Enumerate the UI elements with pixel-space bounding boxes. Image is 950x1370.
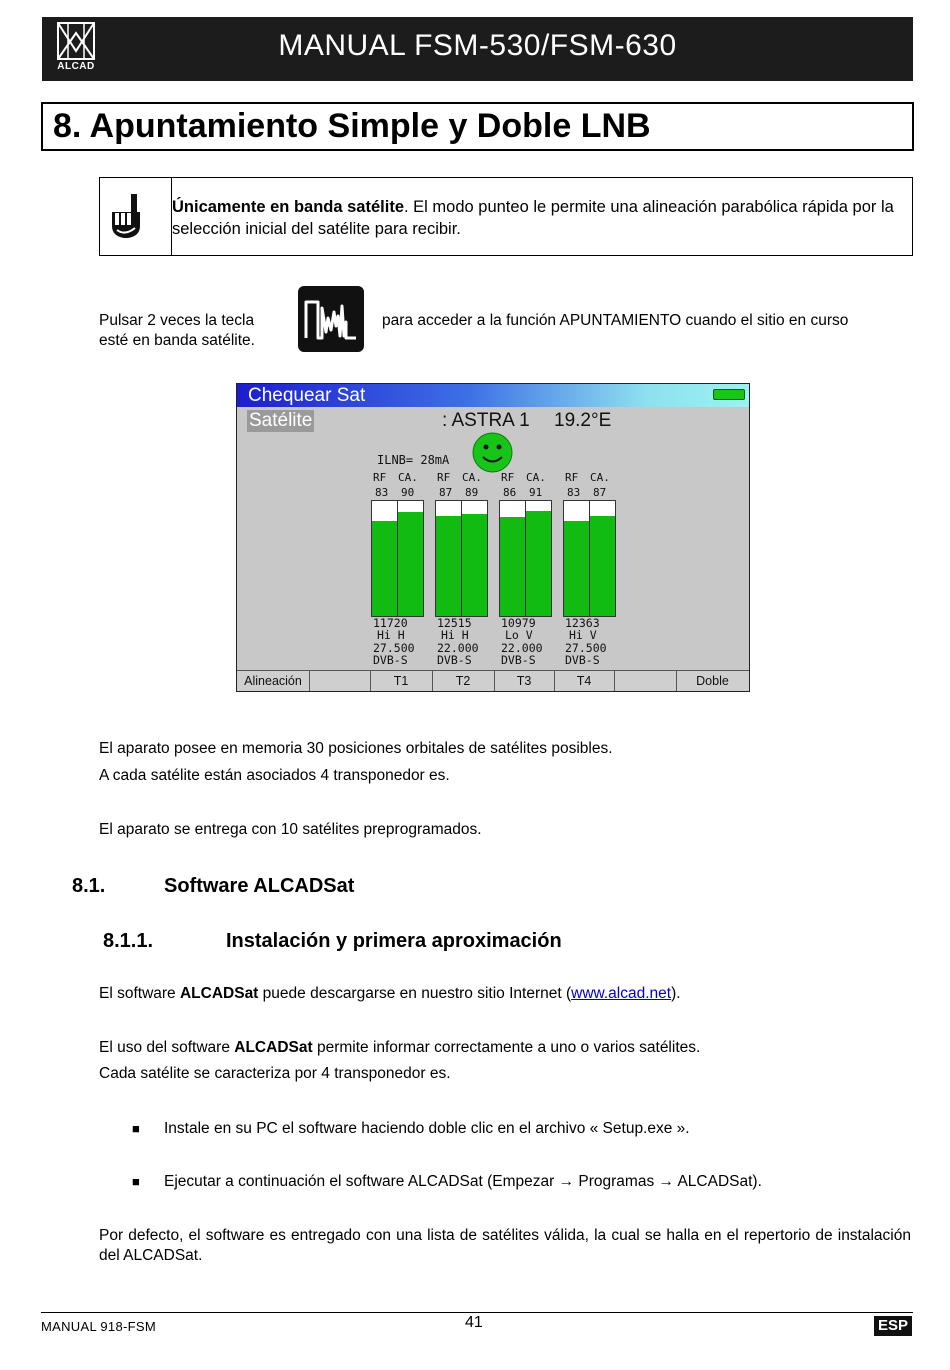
- transponder-band: Hi V: [569, 628, 597, 643]
- ca-header-label: CA.: [590, 471, 610, 484]
- transponder-symbol-rate: 22.000: [437, 640, 479, 655]
- rf-level-fill: [436, 516, 461, 616]
- paragraph-default: Por defecto, el software es entregado con una lista de satélites válida, la cual se halla en el repertorio de instalación del ALCADSat.: [99, 1227, 911, 1264]
- alcad-website-link[interactable]: www.alcad.net: [571, 985, 672, 1002]
- rf-header-label: RF: [565, 471, 579, 484]
- logo-text: ALCAD: [57, 61, 95, 72]
- ca-level-fill: [526, 511, 551, 616]
- smiley-face-icon: [472, 432, 513, 473]
- subsubsection-title: Instalación y primera aproximación: [226, 930, 562, 952]
- transponder-frequency: 10979: [501, 616, 536, 630]
- ca-header-label: CA.: [398, 471, 418, 484]
- rf-header-label: RF: [373, 471, 387, 484]
- ca-level-fill: [590, 516, 615, 616]
- paragraph-characterize: Cada satélite se caracteriza por 4 transponedor es.: [99, 1065, 451, 1082]
- paragraph-preprogrammed: El aparato se entrega con 10 satélites preprogramados.: [99, 821, 482, 838]
- paragraph-download: [99, 984, 911, 1004]
- section-title-box: [41, 102, 914, 151]
- rf-level-bar: [563, 500, 590, 617]
- subsubsection-number: 8.1.1.: [103, 930, 154, 952]
- paragraph-transponders: A cada satélite están asociados 4 transponedor es.: [99, 767, 450, 784]
- rf-level-fill: [372, 521, 397, 616]
- rf-value: 83: [567, 486, 581, 499]
- bullet-marker: ■: [132, 1121, 140, 1136]
- transponder-band: Hi H: [377, 628, 405, 643]
- ca-level-bar: [589, 500, 616, 617]
- ca-level-bar: [397, 500, 424, 617]
- ca-level-bar: [461, 500, 488, 617]
- softkey-t4[interactable]: T4: [554, 671, 615, 692]
- ilnb-readout: ILNB= 28mA: [377, 453, 450, 467]
- transponder-info: [437, 617, 479, 666]
- softkey-t1[interactable]: T1: [370, 671, 433, 692]
- paragraph-memory: El aparato posee en memoria 30 posiciones orbitales de satélites posibles.: [99, 740, 613, 757]
- ca-value: 90: [401, 486, 415, 499]
- bullet-install: Instale en su PC el software haciendo doble clic en el archivo « Setup.exe ».: [164, 1120, 690, 1137]
- rf-level-fill: [564, 521, 589, 616]
- ca-level-fill: [462, 514, 487, 616]
- satellite-label: Satélite: [249, 410, 313, 431]
- key-instruction-after: para acceder a la función APUNTAMIENTO cuando el sitio en curso: [382, 312, 849, 329]
- page-header: [42, 17, 913, 81]
- screen-titlebar: [237, 384, 749, 407]
- note-body: . El modo punteo le permite una alineación parabólica rápida por la selección inicial del satélite para recibir.: [172, 198, 894, 238]
- ca-value: 87: [593, 486, 607, 499]
- hand-pointer-note-icon: [109, 192, 143, 240]
- rf-header-label: RF: [437, 471, 451, 484]
- page-number: 41: [465, 1314, 483, 1331]
- rf-level-bar: [371, 500, 398, 617]
- satellite-name: : ASTRA 1: [442, 410, 530, 431]
- ca-level-fill: [398, 512, 423, 616]
- note-box: [99, 177, 913, 256]
- satellite-position: 19.2°E: [554, 410, 612, 431]
- usage-pre: El uso del software: [99, 1039, 235, 1056]
- transponder-standard: DVB-S: [565, 652, 600, 667]
- ca-header-label: CA.: [462, 471, 482, 484]
- transponder-band: Hi H: [441, 628, 469, 643]
- rf-value: 83: [375, 486, 389, 499]
- subsection-title: Software ALCADSat: [164, 875, 355, 897]
- transponder-symbol-rate: 22.000: [501, 640, 543, 655]
- rf-header-label: RF: [501, 471, 515, 484]
- rf-level-bar: [499, 500, 526, 617]
- ca-level-bar: [525, 500, 552, 617]
- ca-value: 89: [465, 486, 479, 499]
- usage-bold: ALCADSat: [234, 1039, 313, 1056]
- language-badge: ESP: [874, 1316, 912, 1336]
- transponder-info: [565, 617, 607, 666]
- transponder-frequency: 11720: [373, 616, 408, 630]
- key-instruction-line1: Pulsar 2 veces la tecla: [99, 312, 255, 329]
- softkey-blank-6[interactable]: [614, 671, 677, 692]
- battery-icon: [713, 389, 745, 400]
- download-mid: puede descargarse en nuestro sitio Internet (: [258, 985, 572, 1002]
- softkey-alineaci-n[interactable]: Alineación: [237, 671, 310, 692]
- note-icon-cell: [100, 178, 172, 255]
- transponder-frequency: 12515: [437, 616, 472, 630]
- transponder-symbol-rate: 27.500: [565, 640, 607, 655]
- softkey-t2[interactable]: T2: [432, 671, 495, 692]
- screen-title: Chequear Sat: [248, 385, 366, 406]
- transponder-frequency: 12363: [565, 616, 600, 630]
- subsection-number: 8.1.: [72, 875, 106, 897]
- softkey-blank-1[interactable]: [309, 671, 371, 692]
- transponder-symbol-rate: 27.500: [373, 640, 415, 655]
- note-bold: Únicamente en banda satélite: [172, 198, 404, 216]
- key-instruction-line2: esté en banda satélite.: [99, 332, 255, 349]
- section-title: 8. Apuntamiento Simple y Doble LNB: [53, 107, 651, 145]
- usage-post: permite informar correctamente a uno o varios satélites.: [312, 1039, 701, 1056]
- softkey-bar: [237, 670, 749, 692]
- download-pre: El software: [99, 985, 180, 1002]
- rf-level-bar: [435, 500, 462, 617]
- rf-level-fill: [500, 517, 525, 616]
- paragraph-usage: [99, 1038, 911, 1058]
- note-text: [172, 196, 907, 240]
- download-post: ).: [671, 985, 681, 1002]
- rf-value: 86: [503, 486, 517, 499]
- instrument-screen: [236, 383, 750, 692]
- transponder-band: Lo V: [505, 628, 533, 643]
- ca-header-label: CA.: [526, 471, 546, 484]
- key-instruction-before: [99, 311, 289, 351]
- transponder-standard: DVB-S: [373, 652, 408, 667]
- header-title: MANUAL FSM-530/FSM-630: [278, 29, 677, 62]
- rf-value: 87: [439, 486, 453, 499]
- signal-pointing-key-icon: [298, 286, 364, 352]
- softkey-doble[interactable]: Doble: [696, 674, 729, 688]
- footer-divider: [41, 1312, 913, 1313]
- footer-manual-name: MANUAL 918-FSM: [41, 1319, 156, 1334]
- transponder-info: [501, 617, 543, 666]
- softkey-t3[interactable]: T3: [494, 671, 555, 692]
- bullet-marker: ■: [132, 1174, 140, 1189]
- transponder-standard: DVB-S: [437, 652, 472, 667]
- ca-value: 91: [529, 486, 543, 499]
- download-bold: ALCADSat: [179, 985, 259, 1002]
- bullet-execute: Ejecutar a continuación el software ALCADSat (Empezar → Programas → ALCADSat).: [164, 1173, 762, 1190]
- transponder-standard: DVB-S: [501, 652, 536, 667]
- transponder-info: [373, 617, 415, 666]
